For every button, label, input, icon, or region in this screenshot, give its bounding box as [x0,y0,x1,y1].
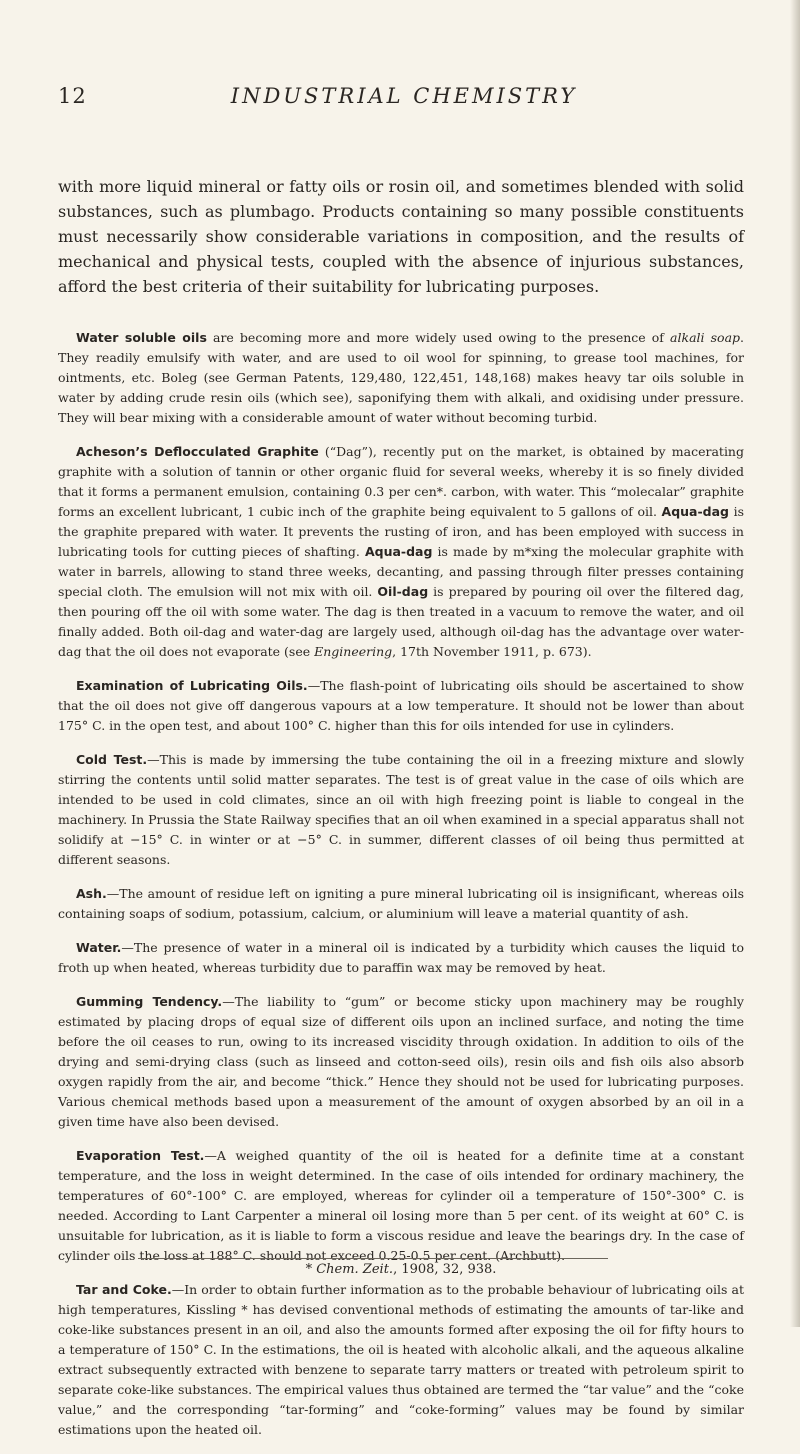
italic-term: Engineering [314,644,393,659]
section-acheson-graphite: Acheson’s Deflocculated Graphite (“Dag”), recently put on the market, is obtained by macerating graphite with a solution of tannin or other organic fluid for several weeks, whereby it is so finely divided that it forms a permanent emulsion, containing 0.3 per cen*. carbon, with water. This “molecalar” graphite forms an excellent lubricant, 1 cubic inch of the graphite being equivalent to 5 gallons of oil. Aqua-dag is the graphite prepared with water. It prevents the rusting of iron, and has been employed with success in lubricating tools for cutting pieces of shafting. Aqua-dag is made by m*xing the molecular graphite with water in barrels, allowing to stand three weeks, decanting, and passing through filter presses containing special cloth. The emulsion will not mix with oil. Oil-dag is prepared by pouring oil over the filtered dag, then pouring off the oil with some water. The dag is then treated in a vacuum to remove the water, and oil finally added. Both oil-dag and water-dag are largely used, although oil-dag has the advantage over water-dag that the oil does not evaporate (see Engineering, 17th November 1911, p. 673). [58,444,744,659]
lead-paragraph: with more liquid mineral or fatty oils or rosin oil, and sometimes blended with solid substances, such as plumbago. Products containing so many possible constituents must necessarily show considerable variations in composition, and the results of mechanical and physical tests, coupled with the absence of injurious substances, afford the best criteria of their suitability for lubricating purposes. [58,177,744,296]
body-text [58,328,744,1454]
section-heading: Ash. [76,886,107,901]
section-water: Water.—The presence of water in a mineral oil is indicated by a turbidity which causes the liquid to froth up when heated, whereas turbidity due to paraffin wax may be removed by heat. [58,940,744,975]
section-tar-and-coke: Tar and Coke.—In order to obtain further information as to the probable behaviour of lubricating oils at high temperatures, Kissling * has devised conventional methods of estimating the amounts of tar-like and coke-like substances present in an oil, and also the amounts formed after exposing the oil for fifty hours to a temperature of 150° C. In the estimations, the oil is heated with alcoholic alkali, and the aqueous alkaline extract subsequently extracted with benzene to separate tarry matters or treated with petroleum spirit to separate coke-like substances. The empirical values thus obtained are termed the “tar value” and the “coke value,” and the corresponding “tar-forming” and “coke-forming” values may be found by similar estimations upon the heated oil. [58,1282,744,1437]
section-heading: Examination of Lubricating Oils. [76,678,308,693]
section-heading: Gumming Tendency. [76,994,223,1009]
footnote-divider [138,1258,608,1259]
section-heading: Acheson’s Deflocculated Graphite [76,444,319,459]
term-aqua-dag: Aqua-dag [364,544,433,559]
page-edge-shadow [790,0,800,1327]
term-oil-dag: Oil-dag [377,584,429,599]
section-heading: Evaporation Test. [76,1148,205,1163]
section-evaporation-test: Evaporation Test.—A weighed quantity of the oil is heated for a definite time at a constant temperature, and the loss in weight determined. In the case of oils intended for ordinary machinery, the temperatures of 60°-100° C. are employed, whereas for cylinder oil a temperature of 150°-300° C. is needed. According to Lant Carpenter a mineral oil losing more than 5 per cent. of its weight at 60° C. is unsuitable for lubrication, as it is liable to form a viscous residue and leave the bearings dry. In the case of cylinder oils the loss at 188° C. should not exceed 0.25-0.5 per cent. (Archbutt). [58,1148,744,1263]
section-heading: Water. [76,940,122,955]
running-head: INDUSTRIAL CHEMISTRY [230,84,578,108]
italic-term: alkali soap [670,330,741,345]
footnote-journal: Chem. Zeit. [316,1262,394,1277]
page-number: 12 [58,84,87,108]
section-ash: Ash.—The amount of residue left on igniting a pure mineral lubricating oil is insignificant, whereas oils containing soaps of sodium, potassium, calcium, or aluminium will leave a material quantity of ash. [58,886,744,921]
section-heading: Cold Test. [76,752,148,767]
term-aqua-dag: Aqua-dag [661,504,729,519]
footnote: * Chem. Zeit., 1908, 32, 938. [305,1262,497,1277]
section-gumming-tendency: Gumming Tendency.—The liability to “gum” or become sticky upon machinery may be roughly estimated by placing drops of equal size of different oils upon an inclined surface, and noting the time before the oil ceases to run, owing to its increased viscidity through oxidation. In addition to oils of the drying and semi-drying class (such as linseed and cotton-seed oils), resin oils and fish oils also absorb oxygen rapidly from the air, and become “thick.” Hence they should not be used for lubricating purposes. Various chemical methods based upon a measurement of the amount of oxygen absorbed by an oil in a given time have also been devised. [58,994,744,1129]
section-cold-test: Cold Test.—This is made by immersing the tube containing the oil in a freezing mixture and slowly stirring the contents until solid matter separates. The test is of great value in the case of oils which are intended to be used in cold climates, since an oil with high freezing point is liable to congeal in the machinery. In Prussia the State Railway specifies that an oil when examined in a special apparatus shall not solidify at −15° C. in winter or at −5° C. in summer, different classes of oil being thus permitted at different seasons. [58,752,745,867]
section-examination: Examination of Lubricating Oils.—The flash-point of lubricating oils should be ascertained to show that the oil does not give off dangerous vapours at a low temperature. It should not be lower than about 175° C. in the open test, and about 100° C. higher than this for oils intended for use in cylinders. [58,678,745,733]
page-header [58,84,750,114]
section-water-soluble-oils: Water soluble oils are becoming more and more widely used owing to the presence of alkali soap. They readily emulsify with water, and are used to oil wool for spinning, to grease tool machines, for ointments, etc. Boleg (see German Patents, 129,480, 122,451, 148,168) makes heavy tar oils soluble in water by adding crude resin oils (which see), saponifying them with alkali, and oxidising under pressure. They will bear mixing with a considerable amount of water without becoming turbid. [58,330,745,425]
section-heading: Water soluble oils [76,330,207,345]
section-heading: Tar and Coke. [76,1282,172,1297]
